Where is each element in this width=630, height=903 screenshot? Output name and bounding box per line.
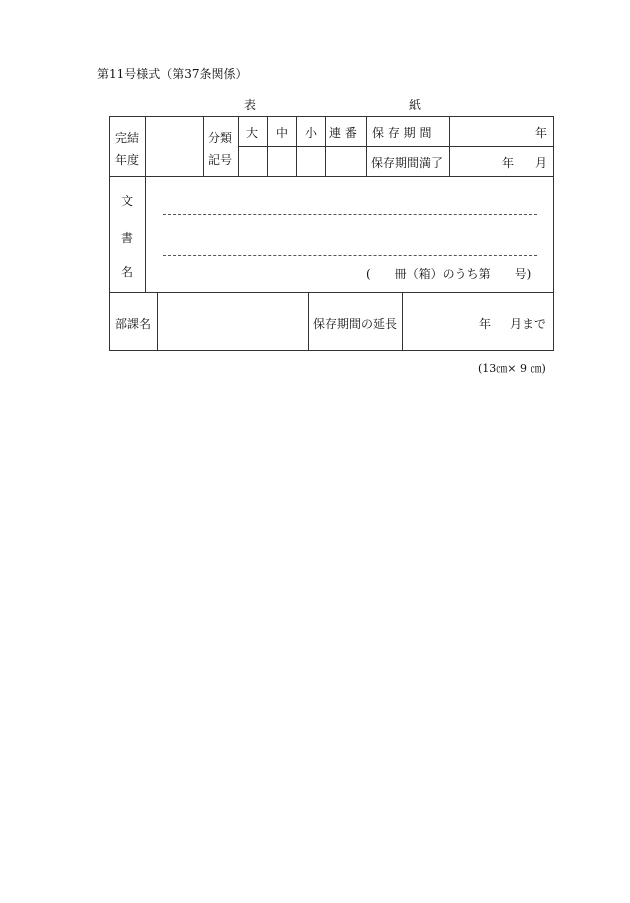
v-line-2 (203, 117, 204, 176)
doc-name-char-3: 名 (121, 265, 134, 279)
doc-name-char-1: 文 (121, 194, 134, 208)
serial-number-label: 連 番 (329, 126, 357, 140)
retention-year-unit: 年 (535, 126, 548, 140)
v-line-8 (449, 117, 450, 176)
classification-label-2: 記号 (208, 153, 233, 167)
department-label: 部課名 (115, 317, 152, 331)
row1-bottom-line (110, 176, 553, 177)
retention-extension-label: 保存期間の延長 (313, 317, 398, 331)
v-line-7 (366, 117, 367, 176)
completion-year-label-2: 年度 (115, 153, 140, 167)
expiry-month-unit: 月 (535, 156, 548, 170)
class-medium: 中 (276, 126, 289, 140)
v-line-3 (238, 117, 239, 176)
volume-box-note: ( 冊（箱）のうち第 号) (366, 267, 532, 281)
title-left: 表 (244, 98, 257, 112)
form-label: 第11号様式（第37条関係） (97, 67, 248, 81)
form-frame (109, 116, 554, 351)
retention-expiry-label: 保存期間満了 (371, 156, 444, 170)
doc-name-char-2: 書 (121, 231, 134, 245)
doc-name-line-1 (163, 214, 537, 215)
v-line-r3-1 (157, 292, 158, 350)
title-right: 紙 (409, 98, 422, 112)
row2-bottom-line (110, 292, 553, 293)
v-line-5 (296, 117, 297, 176)
size-caption: (13㎝× 9 ㎝) (478, 362, 546, 375)
class-small: 小 (305, 126, 318, 140)
class-large: 大 (246, 126, 259, 140)
doc-name-line-2 (163, 255, 537, 256)
completion-year-label-1: 完結 (115, 131, 140, 145)
retention-period-label: 保 存 期 間 (372, 126, 432, 140)
extension-until-month: 月まで (510, 317, 547, 331)
classification-label-1: 分類 (208, 131, 233, 145)
v-line-4 (267, 117, 268, 176)
expiry-year-unit: 年 (502, 156, 515, 170)
v-line-r3-3 (402, 292, 403, 350)
v-line-r3-2 (308, 292, 309, 350)
v-line-1 (145, 117, 146, 176)
row1-mid-line (238, 146, 553, 147)
v-line-6 (325, 117, 326, 176)
extension-year-unit: 年 (479, 317, 492, 331)
v-line-doc (145, 176, 146, 292)
